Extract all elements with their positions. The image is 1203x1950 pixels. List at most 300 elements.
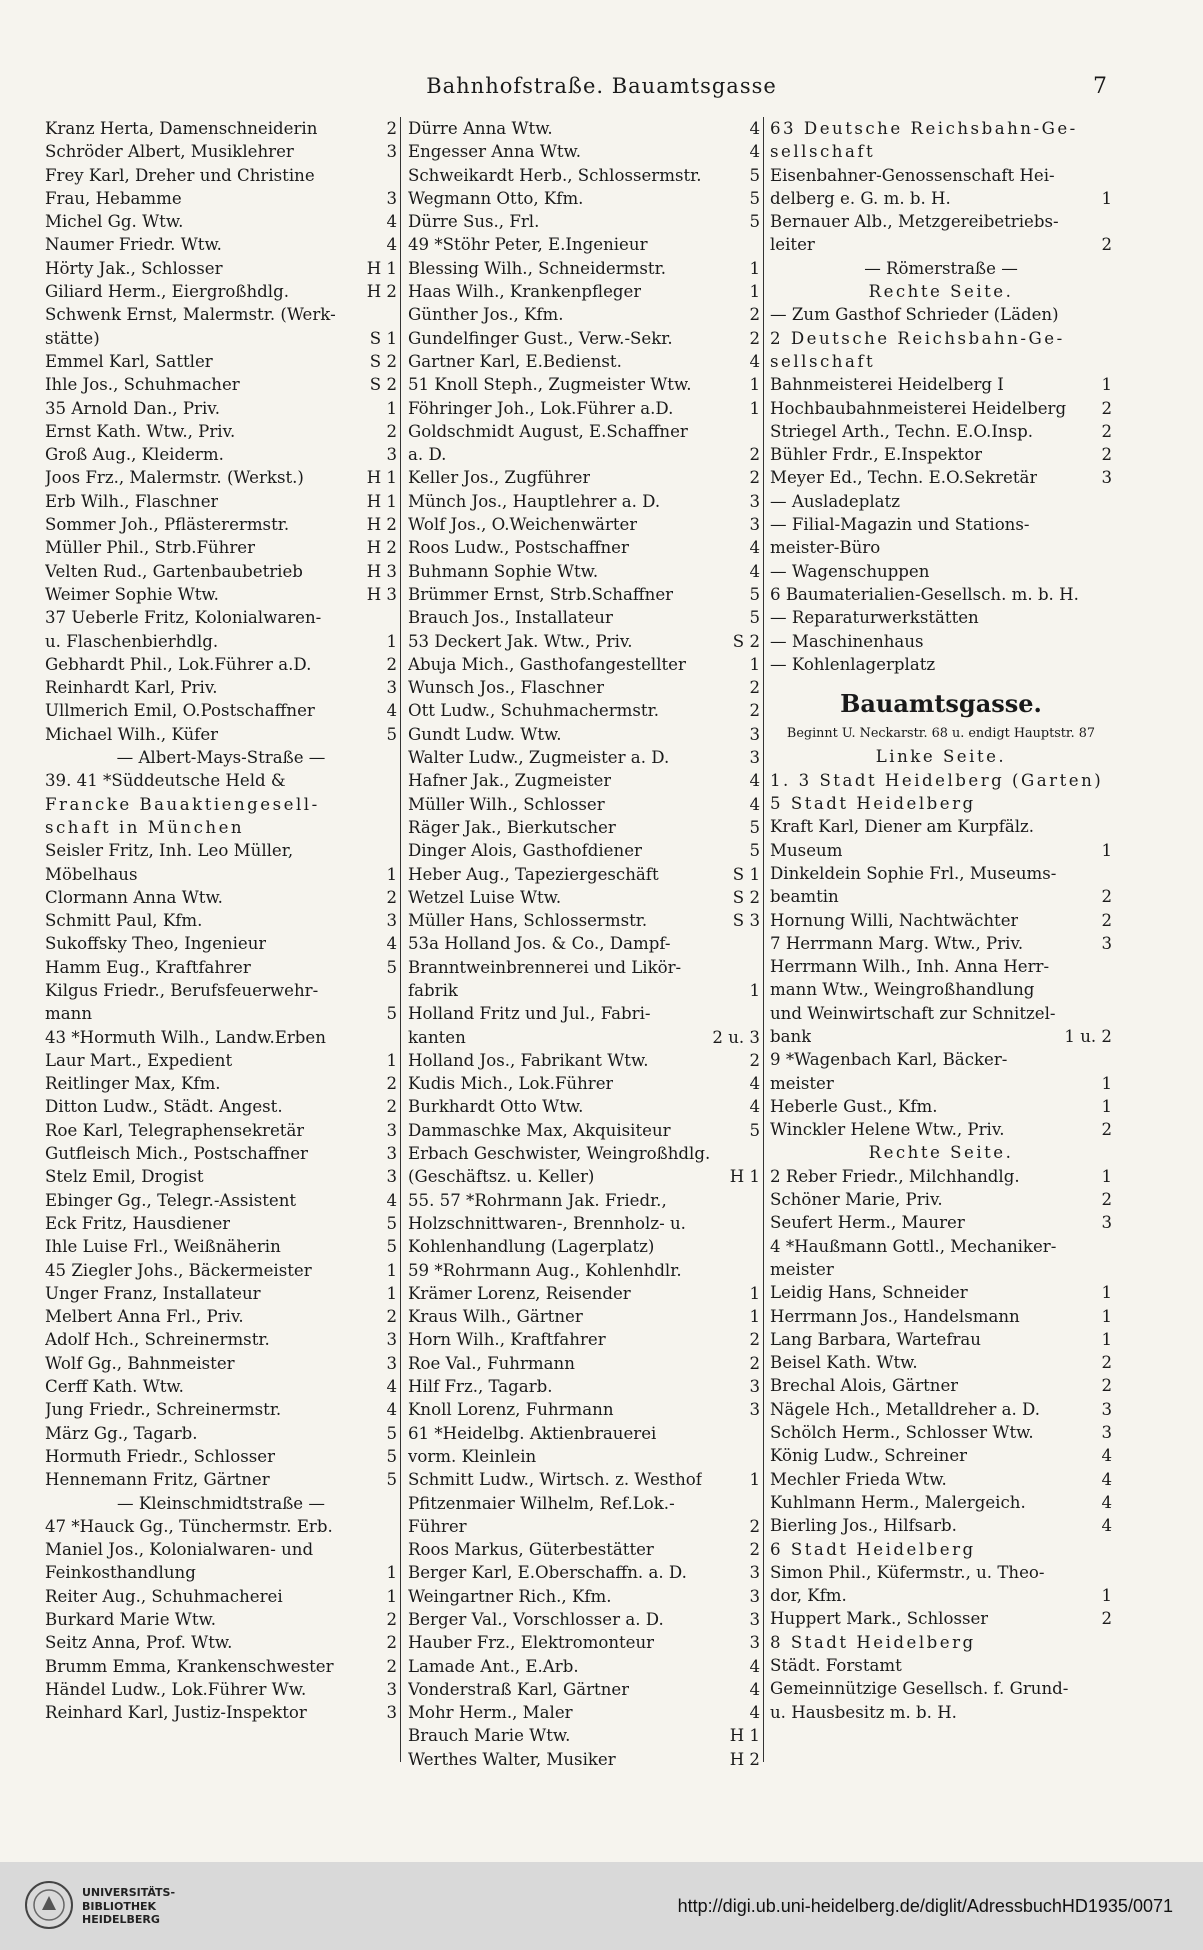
entry-floor: 1 (1101, 840, 1112, 860)
directory-entry (45, 769, 397, 792)
directory-entry (770, 164, 1112, 187)
entry-text: Heberle Gust., Kfm. (770, 1096, 938, 1116)
directory-entry (45, 1189, 397, 1212)
directory-entry (408, 1119, 760, 1142)
entry-text: Museum (770, 840, 843, 860)
entry-floor: 3 (386, 1144, 397, 1164)
entry-text: Lang Barbara, Wartefrau (770, 1329, 981, 1349)
entry-text: Engesser Anna Wtw. (408, 142, 582, 162)
entry-text: Horn Wilh., Kraftfahrer (408, 1330, 606, 1350)
directory-entry (408, 117, 760, 140)
directory-entry (408, 909, 760, 932)
entry-text: Roe Val., Fuhrmann (408, 1353, 575, 1373)
directory-entry (45, 536, 397, 559)
entry-floor: 3 (1101, 933, 1112, 953)
entry-floor: 1 (749, 1470, 760, 1490)
entry-text: Francke Bauaktiengesell- (45, 794, 320, 814)
directory-entry (408, 979, 760, 1002)
entry-floor: 5 (386, 957, 397, 977)
entry-floor: 4 (386, 235, 397, 255)
entry-text: Roe Karl, Telegraphensekretär (45, 1120, 305, 1140)
directory-entry (770, 1444, 1112, 1467)
entry-floor: 1 (1101, 1283, 1112, 1303)
directory-entry (770, 653, 1112, 676)
entry-text: Bahnmeisterei Heidelberg I (770, 375, 1004, 395)
entry-text: Hauber Frz., Elektromonteur (408, 1633, 655, 1653)
column-divider (400, 117, 401, 1762)
directory-entry (45, 513, 397, 536)
entry-floor: 2 (386, 1656, 397, 1676)
directory-entry (770, 686, 1112, 722)
directory-entry (408, 932, 760, 955)
entry-floor: 4 (749, 1074, 760, 1094)
entry-floor: 4 (749, 1656, 760, 1676)
entry-text: Stelz Emil, Drogist (45, 1167, 204, 1187)
page-number: 7 (1093, 74, 1107, 99)
entry-floor: 3 (749, 515, 760, 535)
directory-entry (45, 373, 397, 396)
entry-text: Herrmann Jos., Handelsmann (770, 1306, 1020, 1326)
directory-entry (408, 676, 760, 699)
entry-floor: 3 (1101, 1399, 1112, 1419)
entry-floor: 4 (386, 212, 397, 232)
entry-floor: 2 (386, 654, 397, 674)
entry-floor: 1 (749, 398, 760, 418)
entry-text: Frau, Hebamme (45, 188, 182, 208)
directory-entry (408, 560, 760, 583)
entry-text: Beisel Kath. Wtw. (770, 1353, 918, 1373)
entry-text: Bühler Frdr., E.Inspektor (770, 445, 983, 465)
entry-text: leiter (770, 235, 815, 255)
entry-text: Brümmer Ernst, Strb.Schaffner (408, 584, 674, 604)
entry-floor: H 2 (729, 1749, 760, 1767)
entry-text: — Kohlenlagerplatz (770, 654, 936, 674)
directory-entry (408, 513, 760, 536)
directory-entry (770, 722, 1112, 745)
entry-floor: 1 (386, 1586, 397, 1606)
entry-text: Müller Wilh., Schlosser (408, 794, 605, 814)
entry-text: Knoll Lorenz, Fuhrmann (408, 1400, 614, 1420)
entry-text: Brauch Marie Wtw. (408, 1726, 571, 1746)
directory-entry (408, 1026, 760, 1049)
entry-text: Burkard Marie Wtw. (45, 1610, 217, 1629)
directory-entry (770, 1118, 1112, 1141)
entry-text: März Gg., Tagarb. (45, 1423, 198, 1443)
entry-text: Hormuth Friedr., Schlosser (45, 1446, 276, 1466)
directory-entry (45, 1165, 397, 1188)
entry-text: Hornung Willi, Nachtwächter (770, 910, 1019, 930)
entry-text: Städt. Forstamt (770, 1656, 902, 1675)
entry-text: Föhringer Joh., Lok.Führer a.D. (408, 398, 674, 418)
entry-text: Schröder Albert, Musiklehrer (45, 142, 294, 162)
directory-entry (45, 1538, 397, 1561)
directory-entry (408, 653, 760, 676)
entry-text: Reiter Aug., Schuhmacherei (45, 1586, 283, 1606)
directory-entry (45, 746, 397, 769)
directory-entry (45, 1701, 397, 1724)
entry-text: — Filial-Magazin und Stations- (770, 515, 1030, 535)
entry-text: Herrmann Wilh., Inh. Anna Herr- (770, 957, 1050, 977)
entry-text: Dürre Anna Wtw. (408, 119, 553, 138)
entry-floor: 5 (386, 724, 397, 744)
directory-entry (770, 1211, 1112, 1234)
directory-entry (408, 1282, 760, 1305)
directory-entry (770, 909, 1112, 932)
entry-floor: H 1 (729, 1726, 760, 1746)
directory-entry (45, 1259, 397, 1282)
directory-entry (408, 350, 760, 373)
entry-text: Hennemann Fritz, Gärtner (45, 1470, 270, 1490)
directory-entry (408, 746, 760, 769)
entry-text: Goldschmidt August, E.Schaffner (408, 421, 688, 441)
entry-text: Roos Markus, Güterbestätter (408, 1540, 654, 1560)
entry-text: Rechte Seite. (868, 282, 1014, 302)
entry-text: — Reparaturwerkstätten (770, 608, 979, 628)
entry-text: Bauamtsgasse. (840, 689, 1042, 719)
entry-floor: S 2 (732, 887, 760, 907)
directory-entry (45, 932, 397, 955)
entry-text: 8 Stadt Heidelberg (770, 1632, 976, 1652)
directory-entry (408, 327, 760, 350)
directory-entry (45, 1002, 397, 1025)
entry-text: Reinhard Karl, Justiz-Inspektor (45, 1703, 307, 1723)
directory-entry (408, 164, 760, 187)
entry-floor: 2 (749, 1050, 760, 1070)
entry-text: Feinkosthandlung (45, 1563, 196, 1583)
entry-floor: 1 (1101, 1096, 1112, 1116)
entry-text: Wegmann Otto, Kfm. (408, 188, 584, 208)
directory-entry (408, 1561, 760, 1584)
directory-entry (408, 1655, 760, 1678)
entry-text: beamtin (770, 887, 839, 907)
entry-floor: S 2 (369, 351, 397, 371)
directory-entry (45, 1375, 397, 1398)
directory-entry (770, 233, 1112, 256)
entry-floor: 2 (749, 1516, 760, 1536)
directory-entry (408, 1515, 760, 1538)
entry-text: Groß Aug., Kleiderm. (45, 445, 224, 465)
directory-entry (408, 140, 760, 163)
entry-text: Schweikardt Herb., Schlossermstr. (408, 165, 702, 185)
directory-entry (770, 257, 1112, 280)
entry-text: Müller Hans, Schlossermstr. (408, 911, 648, 931)
entry-text: bank (770, 1026, 812, 1046)
entry-floor: H 3 (366, 584, 397, 604)
entry-text: Gartner Karl, E.Bedienst. (408, 351, 622, 371)
directory-entry (770, 1398, 1112, 1421)
directory-entry (45, 1142, 397, 1165)
directory-entry (770, 792, 1112, 815)
entry-floor: 4 (749, 794, 760, 814)
entry-text: Räger Jak., Bierkutscher (408, 817, 616, 837)
entry-text: — Albert-Mays-Straße — (116, 748, 326, 768)
directory-entry (770, 1584, 1112, 1607)
entry-floor: 2 (1101, 1120, 1112, 1140)
directory-entry (45, 1585, 397, 1608)
entry-text: Cerff Kath. Wtw. (45, 1377, 184, 1397)
directory-entry (770, 1328, 1112, 1351)
entry-text: — Maschinenhaus (770, 631, 924, 651)
entry-text: Bierling Jos., Hilfsarb. (770, 1516, 957, 1536)
entry-floor: 2 (749, 305, 760, 325)
entry-floor: 3 (386, 911, 397, 931)
directory-entry (408, 1072, 760, 1095)
entry-floor: H 2 (366, 538, 397, 558)
directory-entry (45, 1352, 397, 1375)
entry-text: Seitz Anna, Prof. Wtw. (45, 1633, 233, 1653)
entry-text: Holland Jos., Fabrikant Wtw. (408, 1050, 649, 1070)
directory-entry (408, 1002, 760, 1025)
directory-entry (408, 1049, 760, 1072)
directory-entry (45, 210, 397, 233)
entry-floor: 2 u. 3 (712, 1027, 760, 1047)
entry-text: Kraus Wilh., Gärtner (408, 1307, 583, 1327)
directory-entry (408, 257, 760, 280)
entry-text: Brauch Jos., Installateur (408, 608, 613, 628)
directory-entry (408, 769, 760, 792)
entry-text: Rechte Seite. (868, 1143, 1014, 1163)
entry-floor: 3 (749, 748, 760, 768)
entry-text: Meyer Ed., Techn. E.O.Sekretär (770, 468, 1038, 488)
entry-text: Haas Wilh., Krankenpfleger (408, 282, 642, 302)
entry-floor: 4 (749, 119, 760, 138)
directory-entry (770, 443, 1112, 466)
directory-entry (45, 839, 397, 862)
entry-text: Branntweinbrennerei und Likör- (408, 957, 682, 977)
directory-entry (770, 1561, 1112, 1584)
entry-text: Sommer Joh., Pflästerermstr. (45, 515, 290, 535)
source-url-link[interactable]: http://digi.ub.uni-heidelberg.de/diglit/AdressbuchHD1935/0071 (677, 1896, 1173, 1916)
directory-entry (770, 466, 1112, 489)
directory-entry (45, 233, 397, 256)
directory-entry (408, 1422, 760, 1445)
entry-text: Gundelfinger Gust., Verw.-Sekr. (408, 328, 673, 348)
entry-text: Münch Jos., Hauptlehrer a. D. (408, 491, 661, 511)
entry-floor: 1 (749, 1307, 760, 1327)
entry-text: Kraft Karl, Diener am Kurpfälz. (770, 817, 1035, 837)
directory-entry (770, 1095, 1112, 1118)
entry-text: — Zum Gasthof Schrieder (Läden) (770, 305, 1059, 325)
entry-text: sellschaft (770, 142, 876, 162)
directory-entry (45, 723, 397, 746)
directory-entry (770, 560, 1112, 583)
entry-floor: 1 (386, 864, 397, 884)
directory-entry (408, 1398, 760, 1421)
entry-text: Kudis Mich., Lok.Führer (408, 1074, 614, 1094)
directory-entry (770, 1607, 1112, 1630)
entry-floor: 2 (1101, 1609, 1112, 1629)
directory-entry (408, 420, 760, 443)
directory-entry (770, 350, 1112, 373)
entry-text: Giliard Herm., Eiergroßhdlg. (45, 282, 289, 302)
directory-entry (770, 1468, 1112, 1491)
entry-floor: 2 (1101, 1190, 1112, 1210)
entry-text: Linke Seite. (875, 747, 1007, 767)
entry-text: meister-Büro (770, 538, 881, 558)
entry-text: 63 Deutsche Reichsbahn-Ge- (770, 119, 1078, 138)
directory-entry (408, 723, 760, 746)
entry-text: Walter Ludw., Zugmeister a. D. (408, 748, 670, 768)
entry-text: Schwenk Ernst, Malermstr. (Werk- (45, 305, 336, 325)
entry-text: 37 Ueberle Fritz, Kolonialwaren- (45, 608, 322, 628)
library-name-line: HEIDELBERG (82, 1913, 160, 1926)
directory-entry (770, 1677, 1112, 1700)
directory-entry (770, 536, 1112, 559)
entry-text: Ihle Jos., Schuhmacher (45, 375, 240, 395)
entry-text: Ebinger Gg., Telegr.-Assistent (45, 1190, 297, 1210)
entry-floor: 5 (749, 608, 760, 628)
entry-floor: 4 (386, 934, 397, 954)
directory-entry (770, 1048, 1112, 1071)
directory-entry (408, 280, 760, 303)
directory-entry (408, 1305, 760, 1328)
directory-entry (408, 466, 760, 489)
directory-entry (408, 816, 760, 839)
entry-text: u. Hausbesitz m. b. H. (770, 1702, 957, 1722)
directory-entry (45, 1445, 397, 1468)
entry-text: Dammaschke Max, Akquisiteur (408, 1120, 671, 1140)
entry-text: Möbelhaus (45, 864, 138, 884)
entry-text: Berger Karl, E.Oberschaffn. a. D. (408, 1563, 687, 1583)
entry-floor: S 3 (732, 911, 760, 931)
directory-entry (770, 1421, 1112, 1444)
entry-text: Hörty Jak., Schlosser (45, 258, 223, 278)
entry-floor: 1 (1101, 1073, 1112, 1093)
entry-floor: 3 (386, 1120, 397, 1140)
entry-floor: 2 (386, 119, 397, 138)
entry-text: Winckler Helene Wtw., Priv. (770, 1120, 1005, 1140)
directory-entry (770, 1654, 1112, 1677)
entry-text: Bernauer Alb., Metzgereibetriebs- (770, 212, 1059, 232)
entry-text: Vonderstraß Karl, Gärtner (408, 1679, 630, 1699)
directory-entry (770, 769, 1112, 792)
entry-text: Schölch Herm., Schlosser Wtw. (770, 1423, 1034, 1443)
page-header (0, 74, 1203, 104)
entry-floor: 2 (386, 1074, 397, 1094)
entry-text: 2 Reber Friedr., Milchhandlg. (770, 1166, 1020, 1186)
directory-entry (770, 1538, 1112, 1561)
entry-text: Jung Friedr., Schreinermstr. (45, 1400, 282, 1420)
entry-text: 39. 41 *Süddeutsche Held & (45, 771, 286, 791)
entry-text: kanten (408, 1027, 466, 1047)
entry-text: Hafner Jak., Zugmeister (408, 771, 612, 791)
entry-floor: H 1 (729, 1167, 760, 1187)
directory-entry (45, 886, 397, 909)
entry-text: Maniel Jos., Kolonialwaren- und (45, 1540, 314, 1560)
library-name-line: UNIVERSITÄTS- (82, 1886, 176, 1899)
library-seal-icon (24, 1880, 74, 1930)
entry-text: Lamade Ant., E.Arb. (408, 1656, 579, 1676)
entry-floor: 5 (749, 188, 760, 208)
entry-text: (Geschäftsz. u. Keller) (408, 1167, 595, 1187)
entry-text: Kilgus Friedr., Berufsfeuerwehr- (45, 980, 319, 1000)
entry-floor: 4 (386, 1400, 397, 1420)
directory-entry (45, 1608, 397, 1631)
entry-text: Ihle Luise Frl., Weißnäherin (45, 1237, 281, 1257)
entry-floor: 1 (386, 398, 397, 418)
entry-floor: 3 (749, 1377, 760, 1397)
directory-entry (408, 1608, 760, 1631)
entry-floor: 5 (386, 1423, 397, 1443)
entry-text: Händel Ludw., Lok.Führer Ww. (45, 1679, 307, 1699)
entry-floor: 1 u. 2 (1064, 1026, 1112, 1046)
entry-floor: 5 (749, 817, 760, 837)
entry-text: Wunsch Jos., Flaschner (408, 678, 605, 698)
entry-text: Laur Mart., Expedient (45, 1050, 233, 1070)
entry-floor: 3 (1101, 1213, 1112, 1233)
entry-floor: 3 (386, 1330, 397, 1350)
directory-entry (408, 1375, 760, 1398)
directory-entry (408, 1538, 760, 1561)
entry-floor: 2 (386, 421, 397, 441)
entry-floor: 4 (749, 142, 760, 162)
entry-text: Führer (408, 1516, 467, 1536)
entry-floor: 3 (749, 1633, 760, 1653)
library-name-line: BIBLIOTHEK (82, 1899, 157, 1913)
entry-floor: 5 (749, 165, 760, 185)
entry-text: stätte) (45, 328, 100, 348)
directory-entry (770, 140, 1112, 163)
entry-text: Joos Frz., Malermstr. (Werkst.) (45, 468, 304, 488)
entry-text: 6 Baumaterialien-Gesellsch. m. b. H. (770, 584, 1079, 604)
directory-entry (45, 1468, 397, 1491)
entry-text: Dürre Sus., Frl. (408, 212, 540, 232)
entry-floor: H 2 (366, 515, 397, 535)
directory-entry (45, 863, 397, 886)
entry-text: Weingartner Rich., Kfm. (408, 1586, 612, 1606)
entry-floor: 2 (386, 1307, 397, 1327)
directory-entry (45, 1561, 397, 1584)
entry-text: Wolf Jos., O.Weichenwärter (408, 515, 638, 535)
entry-text: Seufert Herm., Maurer (770, 1213, 965, 1233)
entry-text: meister (770, 1259, 834, 1279)
entry-floor: H 2 (366, 282, 397, 302)
entry-text: Ditton Ludw., Städt. Angest. (45, 1097, 283, 1117)
directory-entry (408, 699, 760, 722)
directory-entry (770, 1374, 1112, 1397)
directory-entry (770, 1072, 1112, 1095)
entry-floor: 1 (386, 1283, 397, 1303)
directory-entry (770, 745, 1112, 768)
directory-entry (45, 187, 397, 210)
entry-text: Abuja Mich., Gasthofangestellter (408, 654, 686, 674)
entry-text: 9 *Wagenbach Karl, Bäcker- (770, 1050, 1008, 1070)
entry-text: Erb Wilh., Flaschner (45, 491, 219, 511)
directory-entry (408, 1165, 760, 1188)
directory-entry (45, 466, 397, 489)
entry-floor: 1 (749, 282, 760, 302)
entry-text: — Kleinschmidtstraße — (117, 1493, 325, 1513)
entry-floor: 2 (749, 1353, 760, 1373)
directory-entry (45, 606, 397, 629)
entry-floor: 2 (749, 678, 760, 698)
entry-floor: 4 (1101, 1446, 1112, 1466)
directory-entry (45, 1235, 397, 1258)
entry-text: 51 Knoll Steph., Zugmeister Wtw. (408, 375, 692, 395)
directory-entry (45, 816, 397, 839)
page-title: Bahnhofstraße. Bauamtsgasse (426, 74, 777, 98)
directory-entry (45, 1282, 397, 1305)
entry-floor: 3 (1101, 468, 1112, 488)
entry-floor: 2 (386, 887, 397, 907)
entry-floor: 1 (386, 1563, 397, 1583)
entry-floor: 4 (386, 1377, 397, 1397)
entry-floor: 5 (386, 1213, 397, 1233)
directory-entry (770, 1701, 1112, 1724)
entry-floor: 5 (386, 1237, 397, 1257)
directory-entry (45, 560, 397, 583)
entry-floor: 2 (1101, 1353, 1112, 1373)
